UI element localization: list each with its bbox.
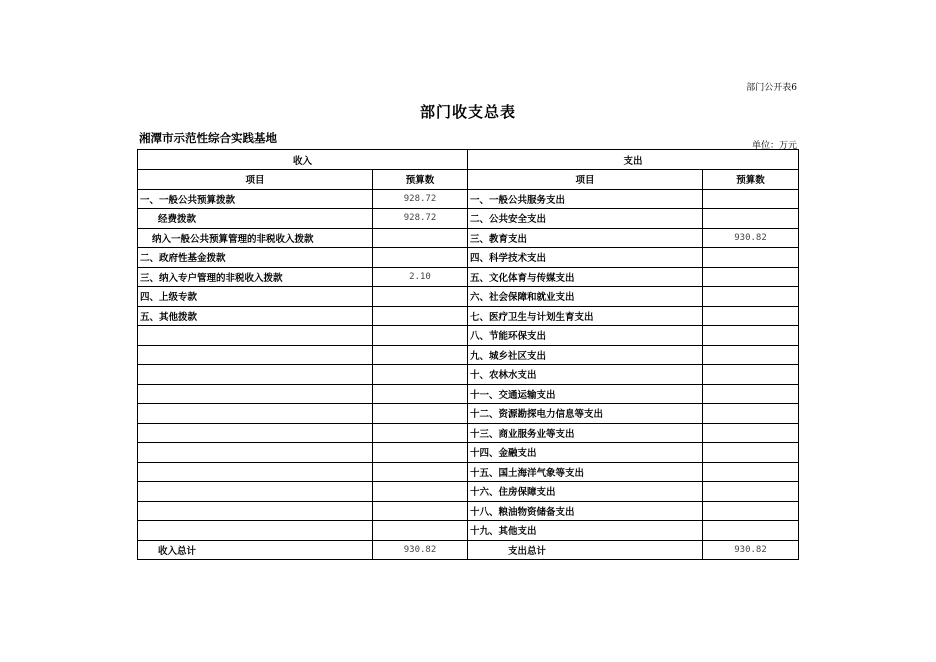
income-item: 五、其他拨款 [138,306,373,326]
income-value: 928.72 [373,209,468,229]
income-item-header: 项目 [138,170,373,190]
income-item [138,482,373,502]
income-value [373,306,468,326]
table-row [138,306,799,326]
expense-item: 十三、商业服务业等支出 [468,423,703,443]
income-item: 一、一般公共预算拨款 [138,189,373,209]
expense-item: 三、教育支出 [468,228,703,248]
income-value [373,228,468,248]
income-item [138,404,373,424]
income-item [138,384,373,404]
income-value [373,404,468,424]
table-row [138,287,799,307]
expense-item: 十二、资源勘探电力信息等支出 [468,404,703,424]
budget-summary-table [137,149,799,560]
expense-item: 四、科学技术支出 [468,248,703,268]
expense-item: 七、医疗卫生与计划生育支出 [468,306,703,326]
income-value [373,482,468,502]
income-value: 2.10 [373,267,468,287]
income-value [373,326,468,346]
table-row [138,345,799,365]
income-item [138,326,373,346]
income-header: 收入 [138,150,468,170]
expense-item: 二、公共安全支出 [468,209,703,229]
organization-name: 湘潭市示范性综合实践基地 [139,131,277,145]
income-value [373,443,468,463]
table-row [138,423,799,443]
expense-value [703,267,799,287]
totals-row [138,540,799,560]
income-total-value: 930.82 [373,540,468,560]
income-value [373,287,468,307]
table-header-group-row [138,150,799,170]
expense-total-value: 930.82 [703,540,799,560]
expense-item: 九、城乡社区支出 [468,345,703,365]
expense-item: 十一、交通运输支出 [468,384,703,404]
income-item: 纳入一般公共预算管理的非税收入拨款 [138,228,373,248]
expense-value [703,501,799,521]
income-item [138,423,373,443]
table-row [138,462,799,482]
income-item [138,443,373,463]
expense-value [703,443,799,463]
expense-value [703,248,799,268]
expense-budget-header: 预算数 [703,170,799,190]
expense-value [703,404,799,424]
income-value [373,248,468,268]
expense-value [703,482,799,502]
expense-item: 一、一般公共服务支出 [468,189,703,209]
expense-item: 六、社会保障和就业支出 [468,287,703,307]
expense-value [703,521,799,541]
table-row [138,365,799,385]
form-number: 部门公开表6 [746,83,797,93]
expense-value: 930.82 [703,228,799,248]
income-item: 四、上级专款 [138,287,373,307]
expense-total-label: 支出总计 [468,540,703,560]
expense-item: 八、节能环保支出 [468,326,703,346]
income-value [373,501,468,521]
table-row [138,326,799,346]
expense-value [703,306,799,326]
unit-label: 单位：万元 [751,141,797,151]
table-row [138,443,799,463]
expense-value [703,462,799,482]
table-row [138,267,799,287]
income-value [373,521,468,541]
expense-value [703,209,799,229]
page-title: 部门收支总表 [419,103,516,121]
income-value [373,384,468,404]
table-row [138,228,799,248]
table-row [138,209,799,229]
table-row [138,501,799,521]
income-item: 三、纳入专户管理的非税收入拨款 [138,267,373,287]
income-total-label: 收入总计 [138,540,373,560]
income-item [138,462,373,482]
income-item: 经费拨款 [138,209,373,229]
table-row [138,521,799,541]
expense-value [703,345,799,365]
expense-value [703,423,799,443]
expense-item-header: 项目 [468,170,703,190]
expense-item: 十六、住房保障支出 [468,482,703,502]
expense-item: 十八、粮油物资储备支出 [468,501,703,521]
income-item: 二、政府性基金拨款 [138,248,373,268]
expense-item: 十、农林水支出 [468,365,703,385]
expense-value [703,326,799,346]
income-value [373,423,468,443]
expense-value [703,384,799,404]
expense-item: 十九、其他支出 [468,521,703,541]
expense-header: 支出 [468,150,799,170]
income-value [373,462,468,482]
income-value: 928.72 [373,189,468,209]
income-budget-header: 预算数 [373,170,468,190]
expense-item: 十四、金融支出 [468,443,703,463]
table-row [138,189,799,209]
expense-value [703,189,799,209]
table-header-column-row [138,170,799,190]
income-item [138,501,373,521]
table-row [138,248,799,268]
income-item [138,521,373,541]
table-row [138,384,799,404]
table-row [138,482,799,502]
expense-item: 十五、国土海洋气象等支出 [468,462,703,482]
expense-value [703,365,799,385]
income-value [373,365,468,385]
table-row [138,404,799,424]
income-value [373,345,468,365]
expense-item: 五、文化体育与传媒支出 [468,267,703,287]
income-item [138,365,373,385]
expense-value [703,287,799,307]
income-item [138,345,373,365]
